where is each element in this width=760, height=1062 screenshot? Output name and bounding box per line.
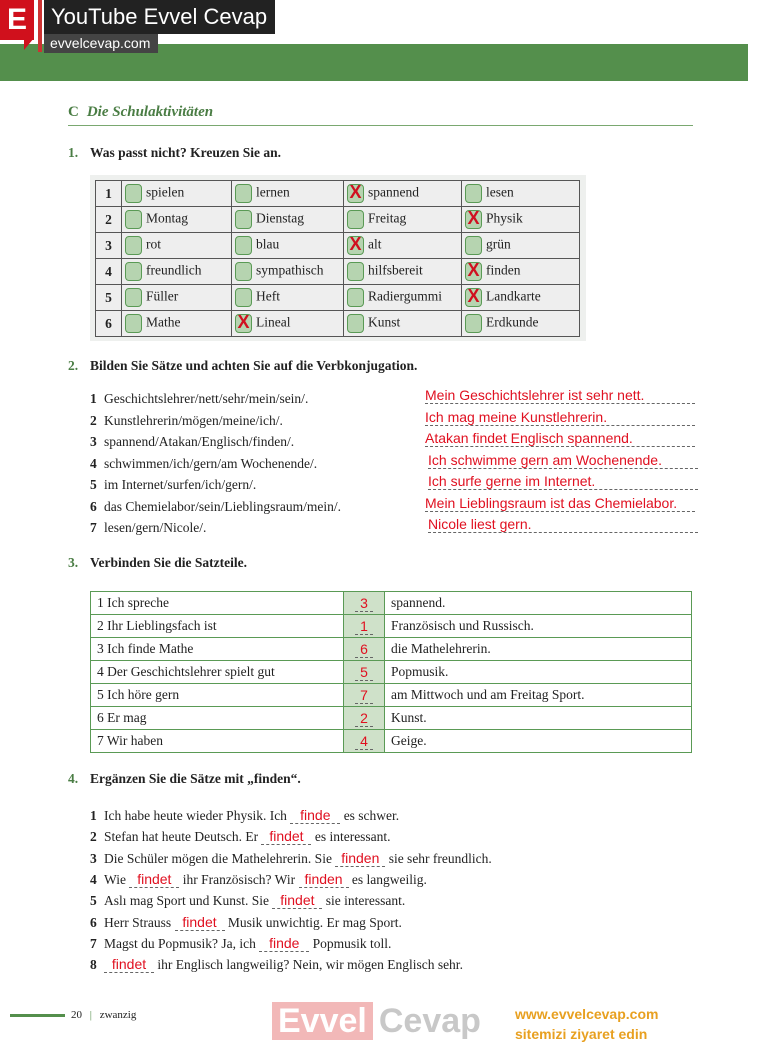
- row-number: 2: [96, 207, 122, 233]
- section-letter: C: [68, 104, 79, 120]
- checkbox[interactable]: [125, 314, 142, 333]
- channel-name: YouTube Evvel Cevap: [51, 4, 268, 29]
- row-number: 1: [96, 181, 122, 207]
- sentence-end: spannend.: [385, 592, 692, 615]
- option-word: Füller: [146, 288, 179, 304]
- sentence-text: Die Schüler mögen die Mathelehrerin. Sie: [104, 850, 336, 866]
- option-cell: [232, 233, 344, 259]
- option-word: rot: [146, 236, 161, 252]
- option-cell: [122, 311, 232, 337]
- option-word: hilfsbereit: [368, 262, 423, 278]
- option-cell: [122, 233, 232, 259]
- table-row: [96, 181, 580, 207]
- option-word: Montag: [146, 210, 188, 226]
- item-number: 2: [90, 829, 97, 845]
- answer-text: Ich surfe gerne im Internet.: [428, 473, 596, 489]
- sentence-text: Herr Strauss: [104, 914, 175, 930]
- sentence-start: 7 Wir haben: [91, 730, 344, 753]
- sentence-text: ihr Französisch? Wir: [179, 871, 299, 887]
- answer-text: Mein Lieblingsraum ist das Chemielabor.: [425, 494, 678, 511]
- blank-answer[interactable]: findet: [261, 828, 311, 845]
- table-row: [96, 207, 580, 233]
- checkbox-checked[interactable]: [347, 184, 364, 203]
- option-word: lesen: [486, 184, 514, 200]
- exercise-4-heading: [68, 771, 301, 787]
- checkbox-checked[interactable]: [465, 210, 482, 229]
- exercise-number: 3.: [68, 555, 79, 570]
- option-cell: [344, 233, 462, 259]
- list-item: [90, 892, 405, 909]
- list-item: [90, 807, 399, 824]
- sentence-text: Popmusik toll.: [309, 935, 392, 951]
- option-cell: [122, 285, 232, 311]
- item-number: 3: [90, 850, 97, 866]
- option-cell: [344, 259, 462, 285]
- item-number: 3: [90, 434, 97, 449]
- match-answer[interactable]: 1: [355, 618, 373, 635]
- option-cell: [232, 311, 344, 337]
- exercise-number: 2.: [68, 358, 79, 373]
- blank-answer[interactable]: finde: [290, 807, 340, 824]
- option-word: freundlich: [146, 262, 202, 278]
- sentence-text: Aslı mag Sport und Kunst. Sie: [104, 893, 273, 909]
- checkbox[interactable]: [125, 288, 142, 307]
- sentence-end: die Mathelehrerin.: [385, 638, 692, 661]
- item-number: 5: [90, 477, 97, 492]
- list-item: [90, 456, 317, 472]
- item-number: 8: [90, 957, 97, 973]
- item-number: 4: [90, 455, 97, 471]
- option-word: Heft: [256, 288, 280, 304]
- option-word: Physik: [486, 210, 523, 226]
- match-answer[interactable]: 4: [355, 733, 373, 750]
- sentence-text: es langweilig.: [348, 871, 427, 887]
- exercise-1-heading: [68, 145, 281, 161]
- option-word: blau: [256, 236, 280, 252]
- separator: |: [89, 1009, 92, 1021]
- checkbox[interactable]: [235, 236, 252, 255]
- match-answer[interactable]: 5: [355, 664, 373, 681]
- sentence-text: es interessant.: [311, 829, 391, 845]
- sentence-end: Französisch und Russisch.: [385, 615, 692, 638]
- item-prompt: im Internet/surfen/ich/gern/.: [104, 477, 257, 492]
- item-prompt: schwimmen/ich/gern/am Wochenende/.: [104, 455, 318, 471]
- checkbox-checked[interactable]: [465, 262, 482, 281]
- sentence-text: Musik unwichtig. Er mag Sport.: [224, 914, 402, 930]
- table-row: [91, 661, 692, 684]
- blank-answer[interactable]: findet: [129, 871, 179, 888]
- channel-box: [44, 0, 275, 34]
- answer-text: Mein Geschichtslehrer ist sehr nett.: [425, 387, 645, 403]
- option-word: spielen: [146, 184, 185, 200]
- exercise-3-heading: [68, 555, 247, 571]
- table-row: [96, 311, 580, 337]
- list-item: [90, 434, 294, 450]
- blank-answer[interactable]: finden: [299, 871, 349, 888]
- option-cell: [122, 181, 232, 207]
- option-cell: [232, 285, 344, 311]
- answer-field[interactable]: [428, 473, 698, 490]
- sentence-text: Wie: [104, 871, 130, 887]
- match-cell: [344, 707, 385, 730]
- blank-answer[interactable]: findet: [104, 956, 154, 973]
- sentence-end: Geige.: [385, 730, 692, 753]
- option-cell: [344, 181, 462, 207]
- table-row: [96, 233, 580, 259]
- checkbox[interactable]: [235, 288, 252, 307]
- row-number: 6: [96, 311, 122, 337]
- list-item: [90, 477, 256, 493]
- checkbox[interactable]: [465, 314, 482, 333]
- match-cell: [344, 684, 385, 707]
- list-item: [90, 413, 283, 429]
- option-word: Dienstag: [256, 210, 304, 226]
- option-cell: [344, 285, 462, 311]
- sentence-text: Stefan hat heute Deutsch. Er: [104, 829, 262, 845]
- sentence-start: 2 Ihr Lieblingsfach ist: [91, 615, 344, 638]
- option-cell: [462, 181, 580, 207]
- checkbox[interactable]: [125, 262, 142, 281]
- checkbox[interactable]: [235, 210, 252, 229]
- item-prompt: Geschichtslehrer/nett/sehr/mein/sein/.: [104, 391, 309, 406]
- checkbox[interactable]: [347, 288, 364, 307]
- checkbox[interactable]: [465, 236, 482, 255]
- item-prompt: das Chemielabor/sein/Lieblingsraum/mein/.: [104, 498, 341, 514]
- item-number: 2: [90, 412, 97, 428]
- answer-text: Atakan findet Englisch spannend.: [425, 430, 633, 446]
- table-row: [91, 684, 692, 707]
- checkbox-checked[interactable]: [347, 236, 364, 255]
- option-word: grün: [486, 236, 511, 252]
- row-number: 4: [96, 259, 122, 285]
- option-word: Kunst: [368, 314, 401, 330]
- table-row: [91, 707, 692, 730]
- checkbox[interactable]: [347, 210, 364, 229]
- option-word: Lineal: [256, 314, 291, 330]
- checkbox[interactable]: [125, 210, 142, 229]
- sentence-text: sie interessant.: [322, 893, 406, 909]
- answer-text: Ich mag meine Kunstlehrerin.: [425, 408, 608, 425]
- checkbox-checked[interactable]: [235, 314, 252, 333]
- brand-cevap: Cevap: [378, 1002, 481, 1040]
- watermark-url: www.evvelcevap.com: [515, 1006, 659, 1022]
- option-cell: [462, 285, 580, 311]
- logo-tail: [24, 38, 34, 50]
- footer-line: [10, 1014, 65, 1017]
- item-number: 7: [90, 935, 97, 951]
- exercise-title: Bilden Sie Sätze und achten Sie auf die Verbkonjugation.: [90, 358, 418, 373]
- match-answer[interactable]: 2: [355, 710, 373, 727]
- sentence-end: Kunst.: [385, 707, 692, 730]
- logo-divider: [38, 0, 42, 52]
- match-answer[interactable]: 7: [355, 687, 373, 704]
- checkbox[interactable]: [235, 184, 252, 203]
- match-answer[interactable]: 3: [355, 595, 373, 612]
- answer-field[interactable]: [425, 495, 695, 512]
- item-prompt: spannend/Atakan/Englisch/finden/.: [104, 434, 295, 449]
- table-row: [91, 615, 692, 638]
- checkbox-checked[interactable]: [465, 288, 482, 307]
- item-number: 5: [90, 893, 97, 909]
- list-item: [90, 520, 206, 536]
- page-number: [71, 1009, 136, 1021]
- item-number: 1: [90, 808, 97, 823]
- list-item: [90, 914, 402, 931]
- list-item: [90, 499, 341, 515]
- section-title: [68, 104, 693, 126]
- option-cell: [462, 259, 580, 285]
- option-cell: [462, 311, 580, 337]
- match-cell: [344, 638, 385, 661]
- exercise-number: 4.: [68, 771, 79, 786]
- blank-answer[interactable]: findet: [272, 892, 322, 909]
- exercise-title: Ergänzen Sie die Sätze mit „finden“.: [90, 771, 301, 786]
- option-cell: [122, 207, 232, 233]
- sentence-text: sie sehr freundlich.: [385, 850, 492, 866]
- option-word: Radiergummi: [368, 288, 442, 304]
- item-number: 4: [90, 871, 97, 887]
- checkbox[interactable]: [235, 262, 252, 281]
- exercise-title: Was passt nicht? Kreuzen Sie an.: [90, 145, 282, 160]
- match-cell: [344, 730, 385, 753]
- option-word: sympathisch: [256, 262, 324, 278]
- option-word: lernen: [256, 184, 290, 200]
- option-cell: [462, 207, 580, 233]
- table-row: [91, 638, 692, 661]
- brand-watermark: [272, 1002, 481, 1041]
- match-cell: [344, 592, 385, 615]
- sentence-text: Magst du Popmusik? Ja, ich: [104, 935, 260, 951]
- table-row: [91, 730, 692, 753]
- blank-answer[interactable]: finde: [259, 935, 309, 952]
- sentence-text: es schwer.: [340, 808, 400, 823]
- answer-text: Nicole liest gern.: [428, 516, 532, 532]
- table-row: [96, 259, 580, 285]
- list-item: [90, 935, 391, 952]
- match-answer[interactable]: 6: [355, 641, 373, 658]
- list-item: [90, 828, 391, 845]
- checkbox[interactable]: [347, 314, 364, 333]
- section-name: Die Schulaktivitäten: [86, 104, 214, 120]
- sentence-start: 5 Ich höre gern: [91, 684, 344, 707]
- sentence-start: 3 Ich finde Mathe: [91, 638, 344, 661]
- page-number-word: zwanzig: [99, 1009, 137, 1021]
- answer-field[interactable]: [425, 430, 695, 447]
- exercise-3-table: [90, 591, 692, 753]
- sentence-end: am Mittwoch und am Freitag Sport.: [385, 684, 692, 707]
- checkbox[interactable]: [347, 262, 364, 281]
- list-item: [90, 871, 427, 888]
- item-number: 7: [90, 520, 97, 535]
- answer-field[interactable]: [425, 409, 695, 426]
- option-cell: [232, 181, 344, 207]
- sentence-text: ihr Englisch langweilig? Nein, wir mögen Englisch sehr.: [154, 957, 463, 973]
- option-cell: [344, 207, 462, 233]
- option-cell: [462, 233, 580, 259]
- exercise-1-table: [95, 180, 580, 337]
- option-cell: [232, 259, 344, 285]
- sentence-end: Popmusik.: [385, 661, 692, 684]
- evvel-logo-icon: E: [0, 0, 34, 40]
- option-cell: [122, 259, 232, 285]
- blank-answer[interactable]: findet: [175, 914, 225, 931]
- option-cell: [232, 207, 344, 233]
- option-word: finden: [486, 262, 521, 278]
- blank-answer[interactable]: finden: [335, 850, 385, 867]
- row-number: 3: [96, 233, 122, 259]
- table-row: [96, 285, 580, 311]
- checkbox[interactable]: [125, 236, 142, 255]
- answer-field[interactable]: [428, 452, 698, 469]
- sentence-start: 4 Der Geschichtslehrer spielt gut: [91, 661, 344, 684]
- checkbox[interactable]: [465, 184, 482, 203]
- sentence-start: 1 Ich spreche: [91, 592, 344, 615]
- item-number: 6: [90, 914, 97, 930]
- list-item: [90, 850, 492, 867]
- site-url[interactable]: evvelcevap.com: [50, 35, 151, 51]
- watermark-text: sitemizi ziyaret edin: [515, 1026, 648, 1042]
- answer-field[interactable]: [428, 516, 698, 533]
- option-word: spannend: [368, 184, 419, 200]
- item-number: 6: [90, 498, 97, 514]
- option-word: Freitag: [368, 210, 407, 226]
- answer-text: Ich schwimme gern am Wochenende.: [428, 451, 662, 468]
- item-prompt: lesen/gern/Nicole/.: [104, 520, 207, 535]
- list-item: [90, 391, 308, 407]
- list-item: [90, 956, 463, 973]
- option-word: Landkarte: [486, 288, 541, 304]
- option-cell: [344, 311, 462, 337]
- exercise-number: 1.: [68, 145, 79, 160]
- option-word: Mathe: [146, 314, 181, 330]
- match-cell: [344, 615, 385, 638]
- match-cell: [344, 661, 385, 684]
- item-prompt: Kunstlehrerin/mögen/meine/ich/.: [104, 412, 283, 428]
- checkbox[interactable]: [125, 184, 142, 203]
- exercise-2-heading: [68, 358, 417, 374]
- option-word: alt: [368, 236, 382, 252]
- option-word: Erdkunde: [486, 314, 539, 330]
- table-row: [91, 592, 692, 615]
- sentence-text: Ich habe heute wieder Physik. Ich: [104, 808, 291, 823]
- sentence-start: 6 Er mag: [91, 707, 344, 730]
- row-number: 5: [96, 285, 122, 311]
- page-number-digits: 20: [71, 1009, 82, 1021]
- brand-evvel: Evvel: [272, 1002, 373, 1040]
- site-box[interactable]: [44, 34, 158, 53]
- answer-field[interactable]: [425, 387, 695, 404]
- item-number: 1: [90, 391, 97, 406]
- exercise-title: Verbinden Sie die Satzteile.: [90, 555, 247, 570]
